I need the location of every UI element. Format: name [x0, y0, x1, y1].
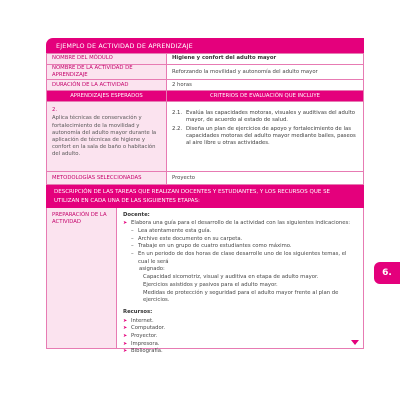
recurso-text: Computador. [131, 325, 166, 332]
recursos-title: Recursos: [123, 308, 153, 315]
arrow-bullet-icon: ➤ [123, 317, 128, 324]
aprendizajes-header: APRENDIZAJES ESPERADOS [47, 91, 167, 102]
recurso-item [123, 325, 357, 333]
criterio-text: Diseña un plan de ejercicios de apoyo y fortalecimiento de las capacidades motoras del adulto mayor mediante bailes, paseos al aire libre u otras actividades. [186, 125, 356, 146]
info-row-module [47, 54, 364, 65]
continue-arrow-icon [351, 340, 359, 345]
metodologias-value: Proyecto [167, 172, 364, 185]
sub-item [123, 228, 357, 236]
aprendizaje-cell [47, 102, 167, 172]
dash-bullet-icon: – [131, 251, 134, 258]
aprendizaje-text: Aplica técnicas de conservación y fortalecimiento de la movilidad y autonomía del adulto mayor durante la aplicación de técnicas de higiene y confort en la sala de baño o habitación del adulto. [52, 115, 157, 158]
criterios-header: CRITERIOS DE EVALUACIÓN QUE INCLUYE [167, 91, 364, 102]
criterio-item [172, 126, 358, 147]
sub-item [123, 243, 357, 251]
dash-bullet-icon: – [131, 228, 134, 235]
columns-header-row [47, 91, 364, 102]
aprendizaje-number: 2. [52, 107, 58, 114]
arrow-bullet-icon: ➤ [123, 332, 128, 339]
sub-item [123, 251, 357, 266]
arrow-bullet-icon: ➤ [123, 220, 128, 227]
recurso-item [123, 333, 357, 341]
preparacion-section [46, 208, 364, 355]
recurso-item [123, 318, 357, 326]
sub-item-text: Lea atentamente esta guía. [138, 228, 212, 235]
info-table [46, 53, 364, 185]
module-label: NOMBRE DEL MÓDULO [47, 54, 167, 65]
activity-sheet [46, 38, 364, 355]
arrow-bullet-icon: ➤ [123, 340, 128, 347]
sub-item-text: Trabaje en un grupo de cuatro estudiantes como máximo. [138, 243, 292, 250]
recurso-text: Bibliografía. [131, 348, 163, 355]
activity-name-label: NOMBRE DE LA ACTIVIDAD DE APRENDIZAJE [47, 65, 167, 80]
page-section-tab: 6. [374, 262, 400, 284]
info-row-activity [47, 65, 364, 80]
tema-item: Ejercicios asistidos y pasivos para el adulto mayor. [143, 281, 278, 288]
recurso-text: Internet. [131, 317, 154, 324]
duration-value: 2 horas [167, 80, 364, 91]
metodologias-label: METODOLOGÍAS SELECCIONADAS [47, 172, 167, 185]
preparacion-content [117, 208, 363, 355]
criterios-cell [167, 102, 364, 172]
main-bullet-text: Elabora una guía para el desarrollo de la actividad con las siguientes indicaciones: [131, 220, 351, 227]
criterio-number: 2.2. [172, 125, 183, 132]
sub-item-text: En un periodo de dos horas de clase desarrolle uno de los siguientes temas, el cual le será [138, 251, 347, 265]
criterio-text: Evalúa las capacidades motoras, visuales y auditivas del adulto mayor, de acuerdo al estado de salud. [186, 110, 356, 124]
info-row-duration [47, 80, 364, 91]
duration-label: DURACIÓN DE LA ACTIVIDAD [47, 80, 167, 91]
sheet-title: EJEMPLO DE ACTIVIDAD DE APRENDIZAJE [46, 38, 364, 53]
tema-item: Capacidad sicomotriz, visual y auditiva en etapa de adulto mayor. [143, 274, 319, 281]
descripcion-header: DESCRIPCIÓN DE LAS TAREAS QUE REALIZAN DOCENTES Y ESTUDIANTES, Y LOS RECURSOS QUE SE UTILIZAN EN CADA UNA DE LAS SIGUIENTES ETAPAS: [46, 185, 364, 208]
recurso-text: Proyector. [131, 332, 158, 339]
docente-title: Docente: [123, 211, 150, 218]
dash-bullet-icon: – [131, 235, 134, 242]
tema-item: Medidas de protección y seguridad para el adulto mayor frente al plan de ejercicios. [143, 289, 339, 304]
module-value: Higiene y confort del adulto mayor [167, 54, 364, 65]
arrow-bullet-icon: ➤ [123, 325, 128, 332]
recurso-item [123, 348, 357, 356]
main-bullet [123, 220, 357, 228]
preparacion-label: PREPARACIÓN DE LA ACTIVIDAD [47, 208, 117, 348]
aprendizaje-row [47, 102, 364, 172]
activity-name-value: Reforzando la movilidad y autonomía del adulto mayor [167, 65, 364, 80]
arrow-bullet-icon: ➤ [123, 348, 128, 355]
criterio-item [172, 110, 358, 124]
dash-bullet-icon: – [131, 243, 134, 250]
criterio-number: 2.1. [172, 110, 183, 117]
sub-item-text: Archive este documento en su carpeta. [138, 235, 243, 242]
recurso-text: Impresora. [131, 340, 160, 347]
metodologias-row [47, 172, 364, 185]
sub-item-continuation: asignado: [139, 266, 165, 273]
